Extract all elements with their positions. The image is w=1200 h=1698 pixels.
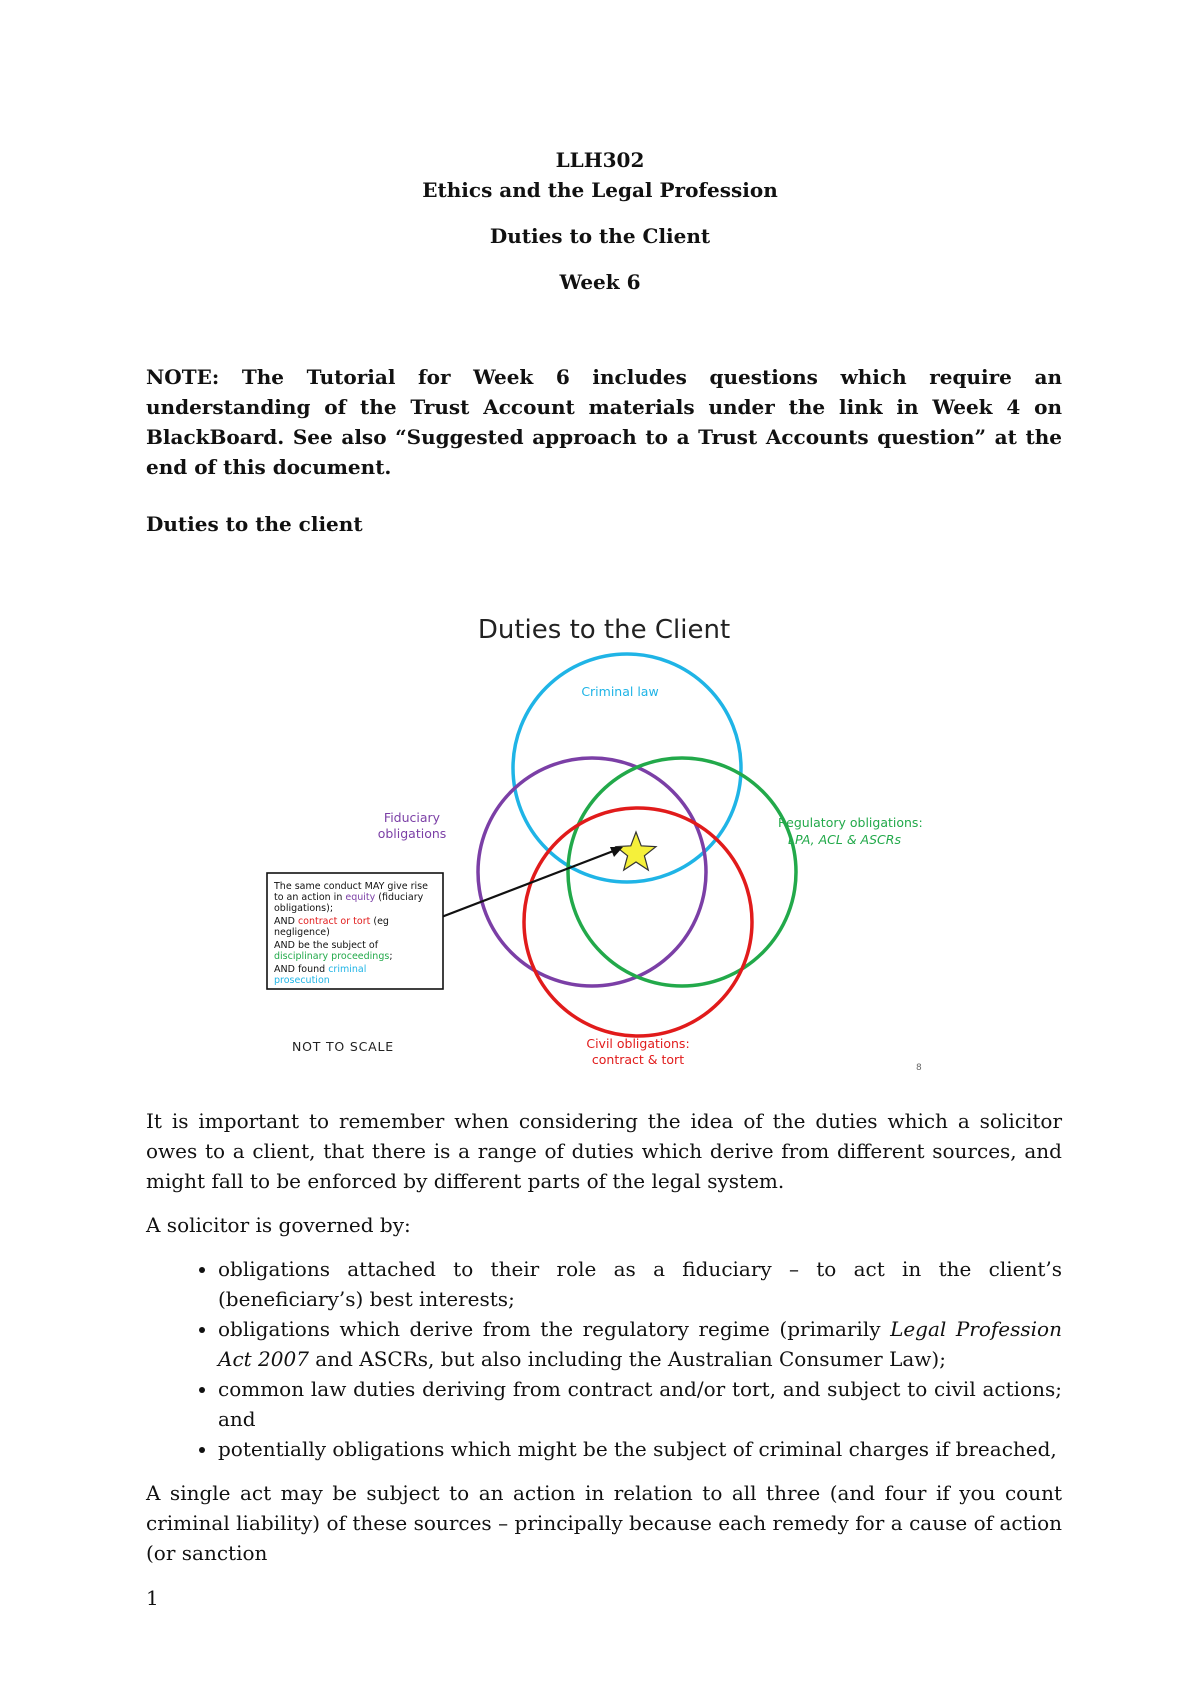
list-item: • obligations attached to their role as a fiduciary – to act in the client’s (beneficiary’s) best interests; [218,1254,1062,1314]
star-icon [616,832,656,870]
week-label: Week 6 [559,270,641,294]
paragraph-1: It is important to remember when considering the idea of the duties which a solicitor owes to a client, that there is a range of duties which derive from different sources, and might fall to be enforced by different parts of the legal system. [146,1109,1062,1193]
box-line-6: AND be the subject of [274,940,379,951]
civil-label-2: contract & tort [591,1052,685,1067]
box-line-5: negligence) [274,927,330,938]
regulatory-label-2: LPA, ACL & ASCRs [788,832,901,847]
box-line-9: prosecution [274,975,330,986]
not-to-scale-label: NOT TO SCALE [292,1039,394,1054]
page-number: 1 [146,1586,159,1610]
note-text: NOTE: The Tutorial for Week 6 includes questions which require an understanding of the Trust Account materials under the link in Week 4 on BlackBoard. See also “Suggested approach to a Trust Accounts question” at the end of this document. [146,365,1062,479]
list-item: • obligations which derive from the regulatory regime (primarily Legal Profession Act 2007 and ASCRs, but also including the Australian Consumer Law); [218,1314,1062,1374]
box-line-2: to an action in equity (fiduciary [274,892,424,903]
civil-label-1: Civil obligations: [586,1036,690,1051]
note-paragraph [146,362,1062,482]
slide-number: 8 [916,1063,922,1073]
fiduciary-label-2: obligations [377,826,447,841]
fiduciary-label-1: Fiduciary [383,810,441,825]
paragraph-2: A solicitor is governed by: [146,1213,411,1237]
box-line-3: obligations); [274,903,334,914]
course-code: LLH302 [555,148,645,172]
diagram-title: Duties to the Client [477,615,731,645]
body-text [146,1106,1062,1582]
list-item: • common law duties deriving from contract and/or tort, and subject to civil actions; and [218,1374,1062,1434]
venn-diagram [240,600,960,1080]
section-heading: Duties to the client [146,512,363,536]
box-line-1: The same conduct MAY give rise [274,881,428,892]
course-title: Ethics and the Legal Profession [422,178,778,202]
list-item: • potentially obligations which might be the subject of criminal charges if breached, [218,1434,1062,1464]
box-line-7: disciplinary proceedings; [274,951,393,962]
topic-title: Duties to the Client [489,224,711,248]
criminal-label: Criminal law [581,684,659,699]
regulatory-circle [568,758,796,986]
duties-list [146,1254,1062,1464]
box-line-8: AND found criminal [274,964,367,975]
box-line-4: AND contract or tort (eg [274,916,389,927]
paragraph-3: A single act may be subject to an action in relation to all three (and four if you count criminal liability) of these sources – principally because each remedy for a cause of action (or sanction [146,1481,1062,1565]
regulatory-label-1: Regulatory obligations: [778,815,923,830]
